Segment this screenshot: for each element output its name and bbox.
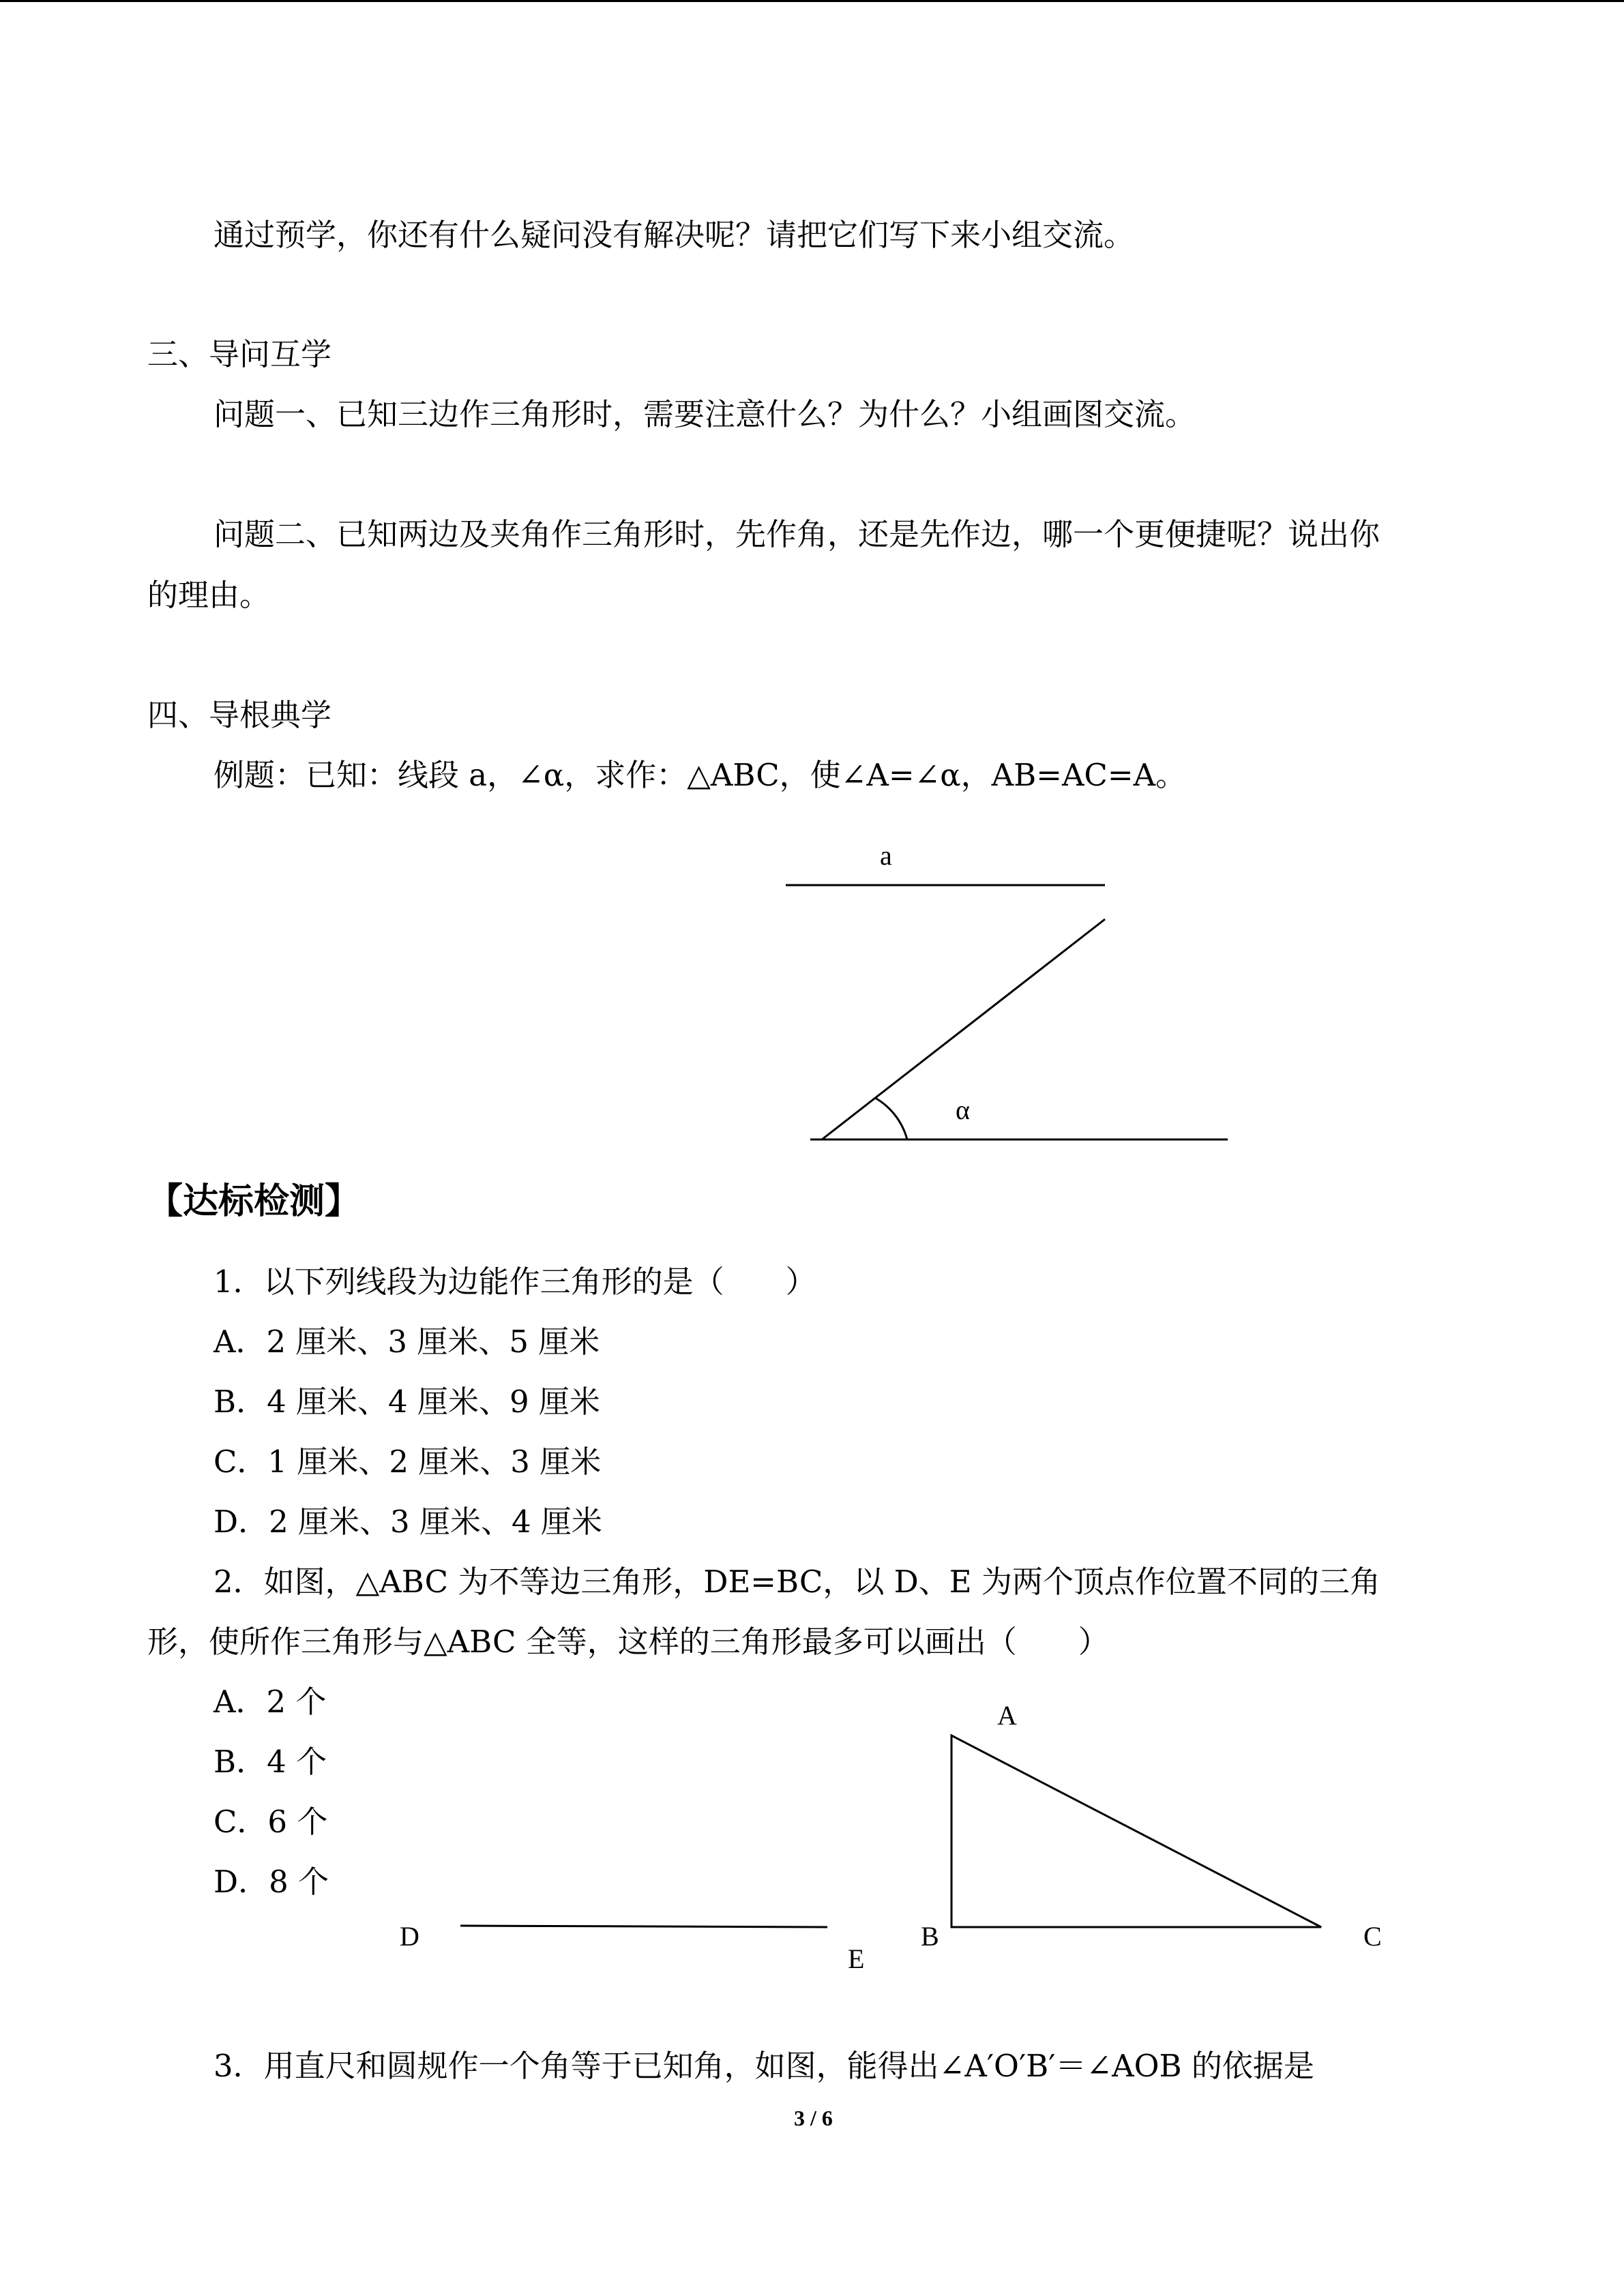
- vertex-b-label: B: [921, 1921, 939, 1952]
- vertex-a-label: A: [997, 1700, 1017, 1731]
- test-q3-stem: 3．用直尺和圆规作一个角等于已知角，如图，能得出∠A′O′B′＝∠AOB 的依据是: [213, 2048, 1314, 2084]
- vertex-c-label: C: [1363, 1921, 1382, 1952]
- test-q1-option-a: A．2 厘米、3 厘米、5 厘米: [213, 1324, 600, 1360]
- segment-de: [460, 1926, 827, 1927]
- test-q2-option-c: C．6 个: [213, 1804, 328, 1840]
- point-e-label: E: [848, 1943, 865, 1974]
- test-q1-option-c: C．1 厘米、2 厘米、3 厘米: [213, 1444, 602, 1480]
- section3-question-2-line1: 问题二、已知两边及夹角作三角形时，先作角，还是先作边，哪一个更便捷呢？说出你: [213, 516, 1381, 552]
- page-number: 3 / 6: [794, 2106, 833, 2130]
- section3-question-2-line2: 的理由。: [147, 577, 271, 613]
- segment-a-label: a: [880, 840, 892, 871]
- test-q1-stem: 1．以下列线段为边能作三角形的是（ ）: [213, 1264, 816, 1300]
- example-statement: 例题：已知：线段 a，∠α，求作：△ABC，使∠A=∠α，AB=AC=A。: [213, 757, 1187, 793]
- section4-heading: 四、导根典学: [147, 697, 332, 733]
- test-q1-option-d: D．2 厘米、3 厘米、4 厘米: [213, 1504, 602, 1540]
- angle-alpha-label: α: [956, 1094, 970, 1125]
- test-q2-stem-line2: 形，使所作三角形与△ABC 全等，这样的三角形最多可以画出（ ）: [147, 1624, 1109, 1660]
- test-q2-stem-line1: 2．如图，△ABC 为不等边三角形，DE=BC，以 D、E 为两个顶点作位置不同的三角: [213, 1564, 1381, 1600]
- section3-question-1: 问题一、已知三边作三角形时，需要注意什么？为什么？小组画图交流。: [213, 396, 1196, 432]
- prestudy-question: 通过预学，你还有什么疑问没有解决呢？请把它们写下来小组交流。: [213, 217, 1135, 253]
- test-section-heading: 【达标检测】: [147, 1181, 361, 1222]
- test-q2-option-a: A．2 个: [213, 1684, 327, 1720]
- triangle-abc: [951, 1735, 1321, 1927]
- point-d-label: D: [400, 1921, 419, 1952]
- test-q1-option-b: B．4 厘米、4 厘米、9 厘米: [213, 1384, 600, 1420]
- section3-heading: 三、导问互学: [147, 336, 332, 372]
- test-q2-option-d: D．8 个: [213, 1864, 329, 1900]
- test-q2-option-b: B．4 个: [213, 1744, 327, 1780]
